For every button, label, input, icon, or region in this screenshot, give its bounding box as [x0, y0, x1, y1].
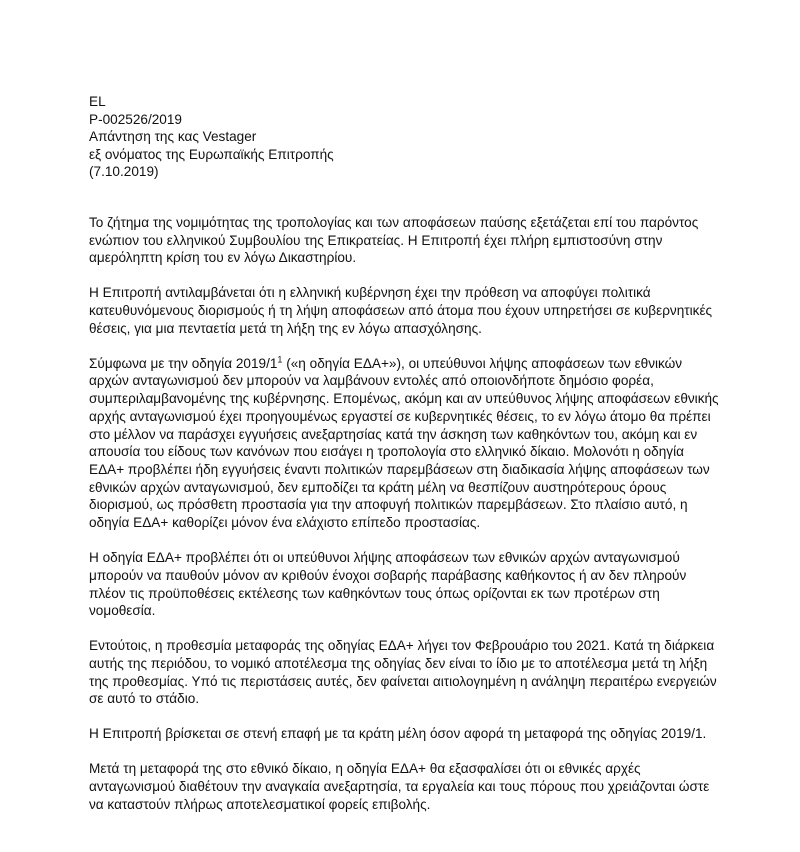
- paragraph-line: μπορούν να παυθούν μόνον αν κριθούν ένοχοι σοβαρής παράβασης καθήκοντος ή αν δεν πληρούν: [89, 567, 687, 583]
- paragraph-line: εθνικής αρχής ανταγωνισμού έχει προηγουμένως εργαστεί σε κυβερνητικές θέσεις, το εν λόγω άτομο: [89, 391, 719, 424]
- paragraph-line: ώστε να καταστούν πλήρως αποτελεσματικοί φορείς επιβολής.: [89, 779, 710, 812]
- paragraph-6: [89, 725, 719, 743]
- paragraph-line: κυβερνητικές θέσεις, για μια πενταετία μετά τη λήξη της εν λόγω απασχόλησης.: [89, 303, 713, 336]
- answer-title: Απάντηση της κας Vestager: [89, 129, 257, 145]
- paragraph-line: παρεμβάσεων. Στο πλαίσιο αυτό, η οδηγία ΕΔΑ+ καθορίζει μόνον ένα ελάχιστο επίπεδο προστασίας.: [89, 497, 688, 531]
- paragraph-line: παρόντος ενώπιον του ελληνικού Συμβουλίου της Επικρατείας. Η Επιτροπή έχει πλήρη εμπιστοσύνη: [89, 214, 699, 248]
- paragraph-line: πλέον τις προϋποθέσεις εκτέλεσης των καθηκόντων τους όπως ορίζονται εκ των προτέρων στη: [89, 585, 660, 601]
- paragraph-4: [89, 549, 719, 620]
- paragraph-line: Σύμφωνα με την οδηγία 2019/1: [89, 355, 278, 371]
- paragraph-line: Εντούτοις, η προθεσμία μεταφοράς της οδηγίας ΕΔΑ+ λήγει τον Φεβρουάριο του 2021. Κατά τη: [89, 638, 661, 654]
- paragraph-line: συμπεριλαμβανομένης της κυβέρνησης. Επομένως, ακόμη και αν υπεύθυνος λήψης αποφάσεων: [89, 391, 671, 407]
- paragraph-line: 2019/1.: [660, 726, 707, 742]
- answer-date: (7.10.2019): [89, 164, 159, 180]
- paragraph-line: νομοθεσία.: [89, 603, 156, 619]
- paragraph-line: θα πρέπει στο μέλλον να παράσχει εγγυήσεις ανεξαρτησίας κατά την άσκηση των καθηκόντων του,: [89, 408, 711, 442]
- paragraph-line: Το ζήτημα της νομιμότητας της τροπολογίας και των αποφάσεων παύσης εξετάζεται επί του: [89, 214, 637, 230]
- paragraph-3: [89, 355, 719, 532]
- paragraph-5: [89, 637, 719, 708]
- language-code: EL: [89, 94, 106, 109]
- footnote-marker: 1: [277, 354, 283, 365]
- paragraph-line: Η Επιτροπή αντιλαμβάνεται ότι η ελληνική κυβέρνηση έχει την πρόθεση να αποφύγει πολιτικά: [89, 285, 651, 301]
- question-reference: P-002526/2019: [89, 111, 182, 127]
- paragraph-line: αυστηρότερους όρους διορισμού, ως πρόσθετη προστασία για την αποφυγή πολιτικών: [89, 479, 667, 513]
- paragraph-line: Η Επιτροπή βρίσκεται σε στενή επαφή με τα κράτη μέλη όσον αφορά τη μεταφορά της οδηγίας: [89, 726, 658, 742]
- paragraph-line: Μετά τη μεταφορά της στο εθνικό δίκαιο, η οδηγία ΕΔΑ+ θα εξασφαλίσει ότι οι εθνικές αρχές: [89, 761, 641, 777]
- on-behalf-line: εξ ονόματος της Ευρωπαϊκής Επιτροπής: [89, 146, 334, 162]
- document-header: [89, 93, 720, 181]
- paragraph-line: διάρκεια αυτής της περιόδου, το νομικό αποτέλεσμα της οδηγίας δεν είναι το ίδιο με το αποτέλεσμα: [89, 638, 715, 671]
- paragraph-line: («η οδηγία ΕΔΑ+»), οι υπεύθυνοι λήψης αποφάσεων των εθνικών: [282, 355, 683, 371]
- paragraph-line: Μολονότι η οδηγία ΕΔΑ+ προβλέπει ήδη εγγυήσεις έναντι πολιτικών παρεμβάσεων στη διαδικασία: [89, 444, 684, 477]
- paragraph-line: λήψης αποφάσεων των εθνικών αρχών ανταγωνισμού, δεν εμποδίζει τα κράτη μέλη να θεσπίζουν: [89, 462, 710, 495]
- paragraph-1: [89, 214, 719, 267]
- paragraph-line: στην αμερόληπτη κρίση του εν λόγω Δικαστηρίου.: [89, 232, 663, 266]
- paragraph-line: αρχών ανταγωνισμού δεν μπορούν να λαμβάνουν εντολές από οποιονδήποτε δημόσιο φορέα,: [89, 373, 654, 389]
- paragraph-line: περαιτέρω ενεργειών σε αυτό το στάδιο.: [89, 673, 717, 707]
- paragraph-line: ακόμη και εν απουσία του είδους των κανόνων που εισάγει η τροπολογία στο ελληνικό δίκαιο.: [89, 426, 698, 460]
- paragraph-2: [89, 284, 719, 337]
- paragraph-line: Η οδηγία ΕΔΑ+ προβλέπει ότι οι υπεύθυνοι λήψης αποφάσεων των εθνικών αρχών ανταγωνισμού: [89, 550, 680, 566]
- paragraph-line: κατευθυνόμενους διορισμούς ή τη λήψη αποφάσεων από άτομα που έχουν υπηρετήσει σε: [89, 303, 631, 319]
- paragraph-line: ανταγωνισμού διαθέτουν την αναγκαία ανεξαρτησία, τα εργαλεία και τους πόρους που χρειάζονται: [89, 779, 676, 795]
- paragraph-7: [89, 760, 719, 813]
- paragraph-line: μετά τη λήξη της προθεσμίας. Υπό τις περιστάσεις αυτές, δεν φαίνεται αιτιολογημένη η ανάληψη: [89, 655, 708, 689]
